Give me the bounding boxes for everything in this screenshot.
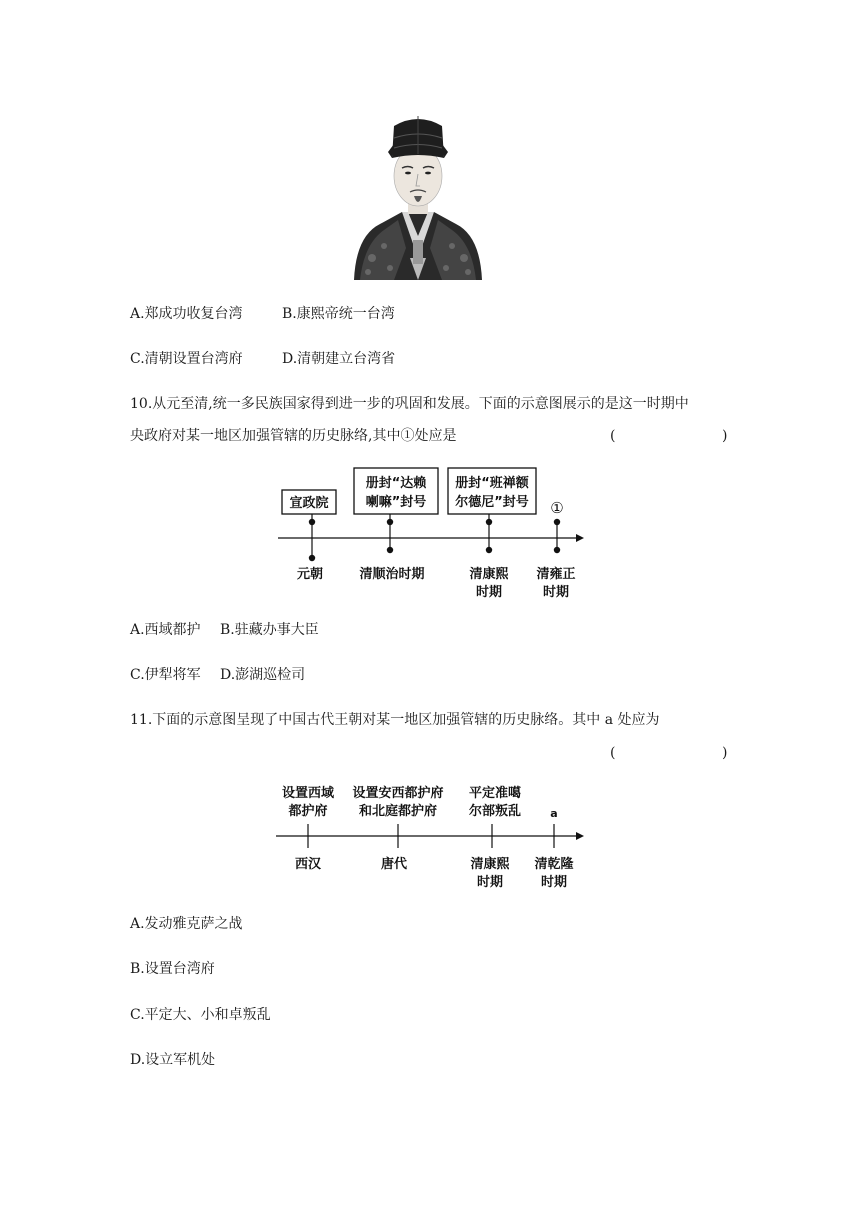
q11-top-2-line2: 和北庭都护府 — [358, 804, 438, 819]
q10-marker-1: ① — [550, 499, 564, 517]
timeline-arrow — [576, 534, 584, 542]
q11-option-d: D.设立军机处 — [130, 1052, 216, 1068]
q11-top-3-line1: 平定准噶 — [468, 786, 522, 801]
q11-top-1-line1: 设置西域 — [281, 786, 335, 801]
q11-label-qianlong: 清乾隆 — [534, 857, 574, 872]
q9-option-a: A.郑成功收复台湾 — [130, 306, 243, 322]
q10-label-yongzheng-period: 时期 — [542, 585, 570, 600]
q11-timeline-diagram — [270, 780, 600, 900]
q11-label-tang: 唐代 — [380, 857, 408, 872]
q10-label-yongzheng: 清雍正 — [536, 567, 576, 582]
portrait-image — [350, 108, 486, 280]
q9-option-d: D.清朝建立台湾省 — [282, 351, 396, 367]
q11-label-xihan: 西汉 — [294, 857, 322, 872]
q10-label-shunzhi: 清顺治时期 — [359, 567, 425, 582]
q10-label-kangxi-period: 时期 — [475, 585, 503, 600]
q11-question-line1: 11.下面的示意图呈现了中国古代王朝对某一地区加强管辖的历史脉络。其中 a 处应为 — [130, 712, 660, 728]
q10-box-2-line2: 喇嘛”封号 — [365, 495, 427, 510]
q11-option-b: B.设置台湾府 — [130, 961, 215, 977]
q10-box-1-text: 宣政院 — [289, 496, 329, 511]
q9-option-b: B.康熙帝统一台湾 — [282, 306, 395, 322]
q10-timeline-diagram — [270, 466, 600, 606]
q10-option-c: C.伊犁将军 — [130, 667, 201, 683]
q10-answer-paren-close: ) — [722, 428, 728, 444]
q11-top-3-line2: 尔部叛乱 — [468, 804, 522, 819]
q11-top-2-line1: 设置安西都护府 — [352, 786, 444, 801]
q11-label-kangxi-period: 时期 — [476, 875, 504, 890]
q10-option-a: A.西域都护 — [130, 622, 201, 638]
q9-option-c: C.清朝设置台湾府 — [130, 351, 243, 367]
q10-option-b: B.驻藏办事大臣 — [220, 622, 319, 638]
q10-box-3-line2: 尔德尼”封号 — [455, 495, 529, 510]
q11-label-qianlong-period: 时期 — [540, 875, 568, 890]
q10-question-line1: 10.从元至清,统一多民族国家得到进一步的巩固和发展。下面的示意图展示的是这一时期中 — [130, 396, 689, 412]
q11-top-1-line2: 都护府 — [288, 804, 328, 819]
q10-question-line2: 央政府对某一地区加强管辖的历史脉络,其中①处应是 — [130, 428, 457, 444]
q10-box-3-line1: 册封“班禅额 — [455, 476, 529, 491]
q11-label-kangxi: 清康熙 — [470, 857, 510, 872]
q11-option-c: C.平定大、小和卓叛乱 — [130, 1007, 271, 1023]
q11-answer-paren-open: ( — [610, 745, 616, 761]
q10-box-2-line1: 册封“达赖 — [365, 476, 427, 491]
q11-marker-a: a — [550, 807, 558, 820]
q11-answer-paren-close: ) — [722, 745, 728, 761]
timeline-arrow — [576, 832, 584, 840]
q10-option-d: D.澎湖巡检司 — [220, 667, 306, 683]
q10-label-kangxi: 清康熙 — [469, 567, 509, 582]
q10-label-yuan: 元朝 — [296, 567, 324, 582]
q10-answer-paren-open: ( — [610, 428, 616, 444]
q11-option-a: A.发动雅克萨之战 — [130, 916, 243, 932]
